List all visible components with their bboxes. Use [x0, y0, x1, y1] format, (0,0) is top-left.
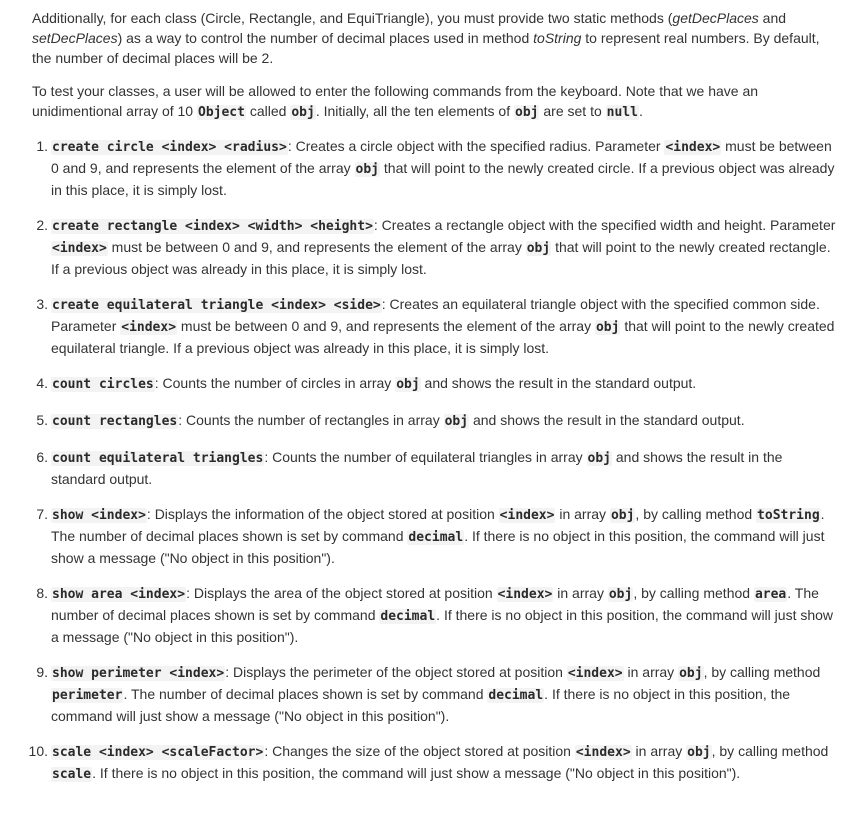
command-list: [28, 136, 838, 785]
inline-code: obj: [687, 745, 711, 760]
inline-code: obj: [587, 451, 611, 466]
item-number: 5.: [36, 412, 48, 428]
command-item: 10. scale <index> <scaleFactor>: Changes the size of the object stored at position <index> in array obj, by calling method scale. If there is no object in this position, the command will just show a message ("No object in this position").: [32, 741, 838, 785]
inline-code: area: [754, 587, 787, 602]
inline-code: perimeter: [52, 688, 123, 703]
method-name: setDecPlaces: [32, 30, 118, 46]
command-syntax: count equilateral triangles: [52, 451, 264, 466]
command-item: 8. show area <index>: Displays the area of the object stored at position <index> in array obj, by calling method area. The number of decimal places shown is set by command decimal. If there is no object in this position, the command will just show a message ("No object in this position").: [32, 583, 838, 647]
inline-code: obj: [526, 241, 551, 256]
inline-code: <index>: [567, 666, 623, 681]
command-syntax: show area <index>: [52, 587, 186, 602]
command-syntax: scale <index> <scaleFactor>: [52, 745, 264, 760]
command-item: 5. count rectangles: Counts the number of rectangles in array obj and shows the result in the standard output.: [32, 410, 838, 432]
inline-code: obj: [355, 162, 380, 177]
intro-paragraph-decplaces: Additionally, for each class (Circle, Rectangle, and EquiTriangle), you must provide two static methods (getDecPlaces and setDecPlaces) as a way to control the number of decimal places used in method toString to represent real numbers. By default, the number of decimal places will be 2.: [32, 10, 820, 66]
inline-code: Object: [198, 105, 245, 120]
inline-code: decimal: [408, 530, 464, 545]
inline-code: null: [606, 105, 638, 120]
method-name: toString: [533, 30, 582, 46]
item-number: 2.: [36, 217, 48, 233]
command-item: 4. count circles: Counts the number of circles in array obj and shows the result in the standard output.: [32, 373, 838, 395]
item-number: 1.: [36, 138, 48, 154]
inline-code: obj: [515, 105, 539, 120]
item-number: 10.: [28, 743, 48, 759]
command-syntax: show <index>: [52, 508, 146, 523]
inline-code: obj: [291, 105, 315, 120]
inline-code: decimal: [380, 609, 436, 624]
item-number: 4.: [36, 375, 48, 391]
intro-paragraph-commands: To test your classes, a user will be allowed to enter the following commands from the keyboard. Note that we have an unidimentional array of 10 Object called obj. Initially, all the ten elements of obj are set to null.: [32, 83, 759, 120]
inline-code: <index>: [121, 320, 177, 335]
item-number: 6.: [36, 449, 48, 465]
command-item: 3. create equilateral triangle <index> <side>: Creates an equilateral triangle object with the specified common side. Parameter <index> must be between 0 and 9, and represents the element of the array obj that will point to the newly created equilateral triangle. If a previous object was already in this place, it is simply lost.: [32, 294, 838, 358]
command-item: 2. create rectangle <index> <width> <height>: Creates a rectangle object with the specified width and height. Parameter <index> must be between 0 and 9, and represents the element of the array obj that will point to the newly created rectangle. If a previous object was already in this place, it is simply lost.: [32, 215, 838, 279]
command-item: 9. show perimeter <index>: Displays the perimeter of the object stored at position <index> in array obj, by calling method perimeter. The number of decimal places shown is set by command decimal. If there is no object in this position, the command will just show a message ("No object in this position").: [32, 662, 838, 726]
item-number: 3.: [36, 296, 48, 312]
inline-code: <index>: [52, 241, 107, 256]
command-syntax: count rectangles: [52, 414, 178, 429]
command-syntax: show perimeter <index>: [52, 666, 225, 681]
inline-code: obj: [608, 587, 633, 602]
command-syntax: count circles: [52, 377, 154, 392]
inline-code: obj: [595, 320, 620, 335]
inline-code: obj: [679, 666, 703, 681]
inline-code: toString: [757, 508, 820, 523]
method-name: getDecPlaces: [672, 10, 759, 26]
inline-code: <index>: [665, 140, 721, 155]
inline-code: decimal: [488, 688, 544, 703]
inline-code: obj: [444, 414, 469, 429]
command-syntax: create circle <index> <radius>: [52, 140, 287, 155]
command-item: 7. show <index>: Displays the information of the object stored at position <index> in array obj, by calling method toString. The number of decimal places shown is set by command decimal. If there is no object in this position, the command will just show a message ("No object in this position").: [32, 504, 838, 568]
command-item: 1. create circle <index> <radius>: Creates a circle object with the specified radius. Parameter <index> must be between 0 and 9, and represents the element of the array obj that will point to the newly created circle. If a previous object was already in this place, it is simply lost.: [32, 136, 838, 200]
inline-code: obj: [396, 377, 420, 392]
inline-code: obj: [610, 508, 635, 523]
command-syntax: create equilateral triangle <index> <side>: [52, 298, 381, 313]
item-number: 8.: [36, 585, 48, 601]
inline-code: <index>: [499, 508, 555, 523]
inline-code: <index>: [497, 587, 553, 602]
item-number: 7.: [36, 506, 48, 522]
inline-code: scale: [52, 767, 92, 782]
command-syntax: create rectangle <index> <width> <height>: [52, 219, 373, 234]
item-number: 9.: [36, 664, 48, 680]
inline-code: <index>: [575, 745, 631, 760]
command-item: 6. count equilateral triangles: Counts the number of equilateral triangles in array obj and shows the result in the standard output.: [32, 447, 838, 489]
